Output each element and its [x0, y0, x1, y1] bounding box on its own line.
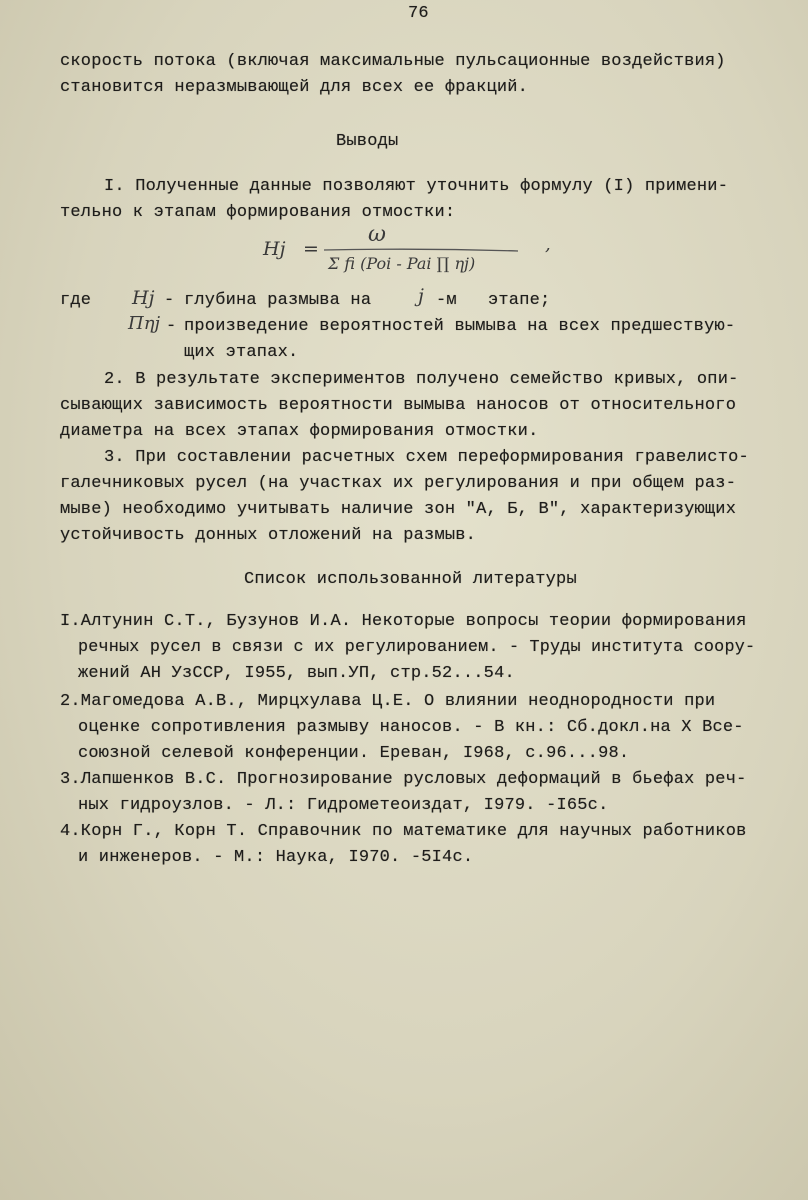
def2-text: произведение вероятностей вымыва на всех предшествую- — [184, 317, 736, 336]
def1-text: глубина размыва на — [184, 291, 372, 310]
conclusions-heading: Выводы — [336, 132, 399, 151]
reference-line: 3.Лапшенков В.С. Прогнозирование русловых деформаций в бьефах реч- — [60, 770, 747, 789]
formula-trailing-comma: , — [545, 234, 551, 255]
reference-line: 2.Магомедова А.В., Мирцхулава Ц.Е. О влиянии неоднородности при — [60, 692, 716, 711]
formula-equals: = — [303, 238, 319, 260]
def1-tail: -м этапе; — [436, 291, 551, 310]
reference-line: оценке сопротивления размыву наносов. - В кн.: Сб.докл.на Х Все- — [78, 718, 744, 737]
reference-line: 4.Корн Г., Корн Т. Справочник по математике для научных работников — [60, 822, 747, 841]
formula-lhs: Hj — [263, 238, 286, 260]
reference-line: I.Алтунин С.Т., Бузунов И.А. Некоторые вопросы теории формирования — [60, 612, 747, 631]
conclusion-item-1-line: тельно к этапам формирования отмостки: — [60, 203, 456, 222]
formula-numerator: ω — [368, 222, 386, 247]
def2-dash: - — [166, 317, 177, 336]
conclusion-item-2-line: сывающих зависимость вероятности вымыва наносов от относительного — [60, 396, 737, 415]
conclusion-item-3-line: устойчивость донных отложений на размыв. — [60, 526, 477, 545]
references-heading: Список использованной литературы — [244, 570, 577, 589]
def1-symbol: Hj — [132, 287, 155, 309]
conclusion-item-2-line: 2. В результате экспериментов получено семейство кривых, опи- — [104, 370, 739, 389]
reference-line: жений АН УзССР, I955, вып.УП, стр.52...54. — [78, 664, 515, 683]
where-label: где — [60, 291, 92, 310]
conclusion-item-3-line: 3. При составлении расчетных схем переформирования гравелисто- — [104, 448, 749, 467]
conclusion-item-2-line: диаметра на всех этапах формирования отмостки. — [60, 422, 539, 441]
intro-line: скорость потока (включая максимальные пульсационные воздействия) — [60, 52, 726, 71]
reference-line: ных гидроузлов. - Л.: Гидрометеоиздат, I979. -I65с. — [78, 796, 609, 815]
reference-line: речных русел в связи с их регулированием. - Труды института соору- — [78, 638, 756, 657]
fraction-bar — [322, 247, 522, 253]
conclusion-item-1-line: I. Полученные данные позволяют уточнить формулу (I) примени- — [104, 177, 729, 196]
def2-line2: щих этапах. — [184, 343, 299, 362]
intro-line: становится неразмывающей для всех ее фракций. — [60, 78, 529, 97]
def2-symbol: Πηj — [128, 313, 161, 334]
reference-line: союзной селевой конференции. Ереван, I968, с.96...98. — [78, 744, 630, 763]
def1-dash: - — [164, 291, 175, 310]
def1-j-symbol: j — [418, 285, 424, 307]
page-number: 76 — [408, 4, 429, 23]
conclusion-item-3-line: галечниковых русел (на участках их регулирования и при общем раз- — [60, 474, 737, 493]
conclusion-item-3-line: мыве) необходимо учитывать наличие зон "А, Б, В", характеризующих — [60, 500, 737, 519]
formula-denominator: Σ fi (Poi - Pai ∏ ηj) — [328, 254, 476, 273]
reference-line: и инженеров. - М.: Наука, I970. -5I4с. — [78, 848, 474, 867]
